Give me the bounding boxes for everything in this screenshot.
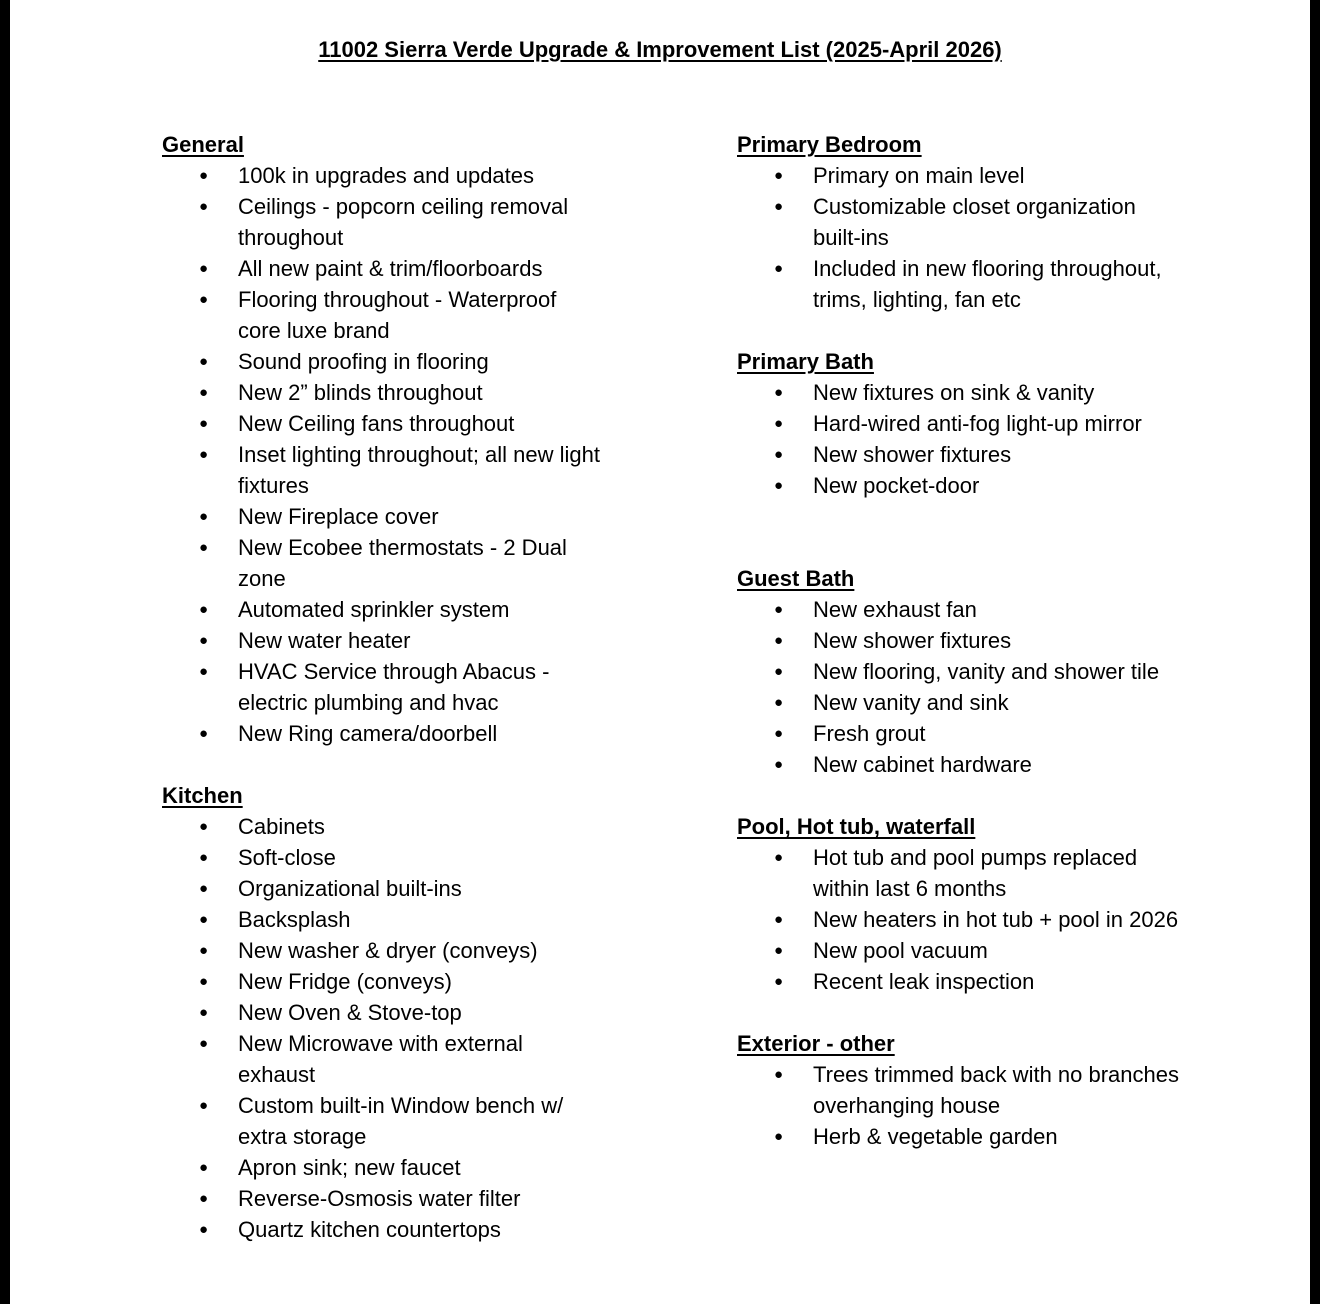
section-heading-general: General xyxy=(162,132,244,157)
general-list xyxy=(162,160,602,749)
list-item: ● New shower fixtures xyxy=(813,439,1187,470)
section-spacer xyxy=(737,997,1187,1028)
exterior-list xyxy=(737,1059,1187,1152)
list-item: ● New Ring camera/doorbell xyxy=(238,718,602,749)
list-item: ● Recent leak inspection xyxy=(813,966,1187,997)
list-item: ● New flooring, vanity and shower tile xyxy=(813,656,1187,687)
list-item: ● Backsplash xyxy=(238,904,602,935)
section-spacer xyxy=(737,315,1187,346)
list-item: ● Hot tub and pool pumps replaced within last 6 months xyxy=(813,842,1187,904)
list-item: ● New Ceiling fans throughout xyxy=(238,408,602,439)
guest-bath-list xyxy=(737,594,1187,780)
list-item: ● New Ecobee thermostats - 2 Dual zone xyxy=(238,532,602,594)
section-heading-kitchen: Kitchen xyxy=(162,783,243,808)
list-item: ● Trees trimmed back with no branches overhanging house xyxy=(813,1059,1187,1121)
list-item: ● 100k in upgrades and updates xyxy=(238,160,602,191)
list-item: ● HVAC Service through Abacus - electric plumbing and hvac xyxy=(238,656,602,718)
section-spacer xyxy=(737,780,1187,811)
list-item: ● Automated sprinkler system xyxy=(238,594,602,625)
kitchen-list xyxy=(162,811,602,1245)
list-item: ● Custom built-in Window bench w/ extra storage xyxy=(238,1090,602,1152)
list-item: ● New shower fixtures xyxy=(813,625,1187,656)
list-item: ● Quartz kitchen countertops xyxy=(238,1214,602,1245)
section-spacer xyxy=(737,501,1187,563)
list-item: ● New Oven & Stove-top xyxy=(238,997,602,1028)
list-item: ● Hard-wired anti-fog light-up mirror xyxy=(813,408,1187,439)
section-heading-guest-bath: Guest Bath xyxy=(737,566,855,591)
document-title: 11002 Sierra Verde Upgrade & Improvement List (2025-April 2026) xyxy=(318,37,1002,62)
list-item: ● New heaters in hot tub + pool in 2026 xyxy=(813,904,1187,935)
list-item: ● Flooring throughout - Waterproof core luxe brand xyxy=(238,284,602,346)
list-item: ● New Microwave with external exhaust xyxy=(238,1028,602,1090)
list-item: ● Herb & vegetable garden xyxy=(813,1121,1187,1152)
list-item: ● Apron sink; new faucet xyxy=(238,1152,602,1183)
list-item: ● New exhaust fan xyxy=(813,594,1187,625)
section-heading-primary-bedroom: Primary Bedroom xyxy=(737,132,922,157)
pool-list xyxy=(737,842,1187,997)
list-item: ● Ceilings - popcorn ceiling removal throughout xyxy=(238,191,602,253)
list-item: ● Included in new flooring throughout, trims, lighting, fan etc xyxy=(813,253,1187,315)
section-heading-exterior: Exterior - other xyxy=(737,1031,895,1056)
list-item: ● New water heater xyxy=(238,625,602,656)
section-heading-primary-bath: Primary Bath xyxy=(737,349,874,374)
primary-bedroom-list xyxy=(737,160,1187,315)
list-item: ● New washer & dryer (conveys) xyxy=(238,935,602,966)
section-heading-pool: Pool, Hot tub, waterfall xyxy=(737,814,976,839)
list-item: ● Organizational built-ins xyxy=(238,873,602,904)
list-item: ● New Fridge (conveys) xyxy=(238,966,602,997)
right-column xyxy=(737,129,1187,1152)
list-item: ● Primary on main level xyxy=(813,160,1187,191)
primary-bath-list xyxy=(737,377,1187,501)
list-item: ● Inset lighting throughout; all new light fixtures xyxy=(238,439,602,501)
section-spacer xyxy=(162,749,602,780)
list-item: ● Soft-close xyxy=(238,842,602,873)
list-item: ● New vanity and sink xyxy=(813,687,1187,718)
list-item: ● New pocket-door xyxy=(813,470,1187,501)
list-item: ● Cabinets xyxy=(238,811,602,842)
list-item: ● All new paint & trim/floorboards xyxy=(238,253,602,284)
list-item: ● New pool vacuum xyxy=(813,935,1187,966)
list-item: ● New 2” blinds throughout xyxy=(238,377,602,408)
list-item: ● Reverse-Osmosis water filter xyxy=(238,1183,602,1214)
left-column xyxy=(162,129,602,1245)
list-item: ● New Fireplace cover xyxy=(238,501,602,532)
list-item: ● New fixtures on sink & vanity xyxy=(813,377,1187,408)
list-item: ● Fresh grout xyxy=(813,718,1187,749)
list-item: ● New cabinet hardware xyxy=(813,749,1187,780)
list-item: ● Customizable closet organization built-ins xyxy=(813,191,1187,253)
list-item: ● Sound proofing in flooring xyxy=(238,346,602,377)
